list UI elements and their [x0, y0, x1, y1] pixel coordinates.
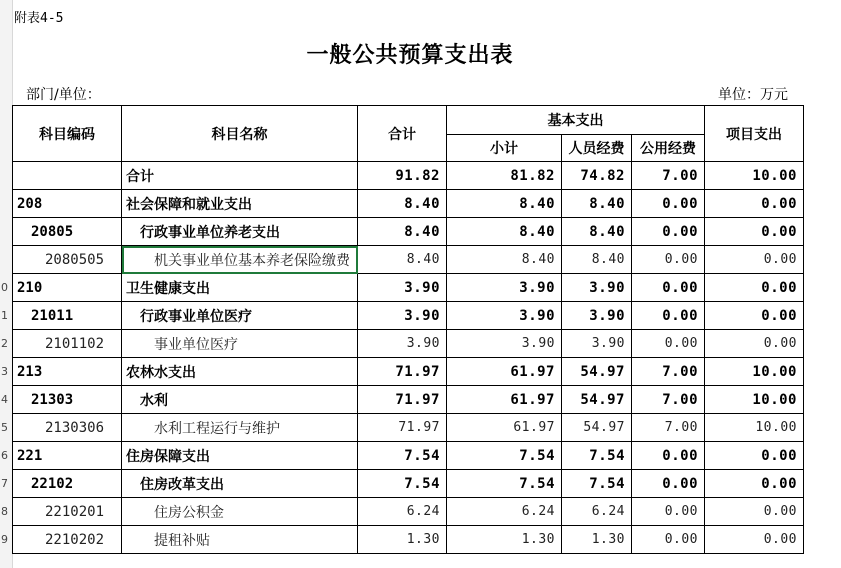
cell-code[interactable]: 221: [13, 442, 122, 470]
cell-total[interactable]: 3.90: [358, 330, 447, 358]
cell-personnel[interactable]: 7.54: [562, 442, 632, 470]
row-number[interactable]: 9: [1, 533, 8, 546]
cell-name[interactable]: 住房保障支出: [122, 442, 358, 470]
cell-name[interactable]: 住房公积金: [122, 498, 358, 526]
cell-subtotal[interactable]: 6.24: [447, 498, 562, 526]
attachment-label[interactable]: 附表4-5: [14, 11, 64, 26]
cell-public[interactable]: 7.00: [632, 162, 705, 190]
cell-project[interactable]: 0.00: [705, 330, 804, 358]
row-number[interactable]: 8: [1, 505, 8, 518]
cell-personnel[interactable]: 8.40: [562, 218, 632, 246]
cell-name[interactable]: 合计: [122, 162, 358, 190]
table-row: [13, 470, 804, 498]
cell-project[interactable]: 0.00: [705, 442, 804, 470]
cell-project[interactable]: 0.00: [705, 470, 804, 498]
unit-label[interactable]: 单位：万元: [718, 87, 788, 103]
table-row: [13, 414, 804, 442]
cell-code[interactable]: 208: [13, 190, 122, 218]
cell-public[interactable]: 0.00: [632, 470, 705, 498]
cell-code[interactable]: 2101102: [13, 330, 122, 358]
cell-project[interactable]: 0.00: [705, 274, 804, 302]
cell-total[interactable]: 8.40: [358, 218, 447, 246]
table-row: [13, 498, 804, 526]
cell-total[interactable]: 71.97: [358, 358, 447, 386]
cell-project[interactable]: 0.00: [705, 246, 804, 274]
cell-code[interactable]: 2210201: [13, 498, 122, 526]
cell-code[interactable]: 21011: [13, 302, 122, 330]
cell-project[interactable]: 10.00: [705, 414, 804, 442]
cell-subtotal[interactable]: 61.97: [447, 386, 562, 414]
table-row: [13, 274, 804, 302]
cell-name[interactable]: 住房改革支出: [122, 470, 358, 498]
cell-public[interactable]: 0.00: [632, 302, 705, 330]
cell-subtotal[interactable]: 8.40: [447, 246, 562, 274]
cell-code[interactable]: 20805: [13, 218, 122, 246]
page-title[interactable]: 一般公共预算支出表: [306, 42, 514, 68]
cell-total[interactable]: 1.30: [358, 526, 447, 554]
cell-code[interactable]: 213: [13, 358, 122, 386]
table-row: [13, 330, 804, 358]
cell-total[interactable]: 71.97: [358, 386, 447, 414]
cell-project[interactable]: 0.00: [705, 190, 804, 218]
cell-personnel[interactable]: 54.97: [562, 358, 632, 386]
cell-public[interactable]: 7.00: [632, 386, 705, 414]
header-personnel[interactable]: 人员经费: [562, 134, 632, 162]
cell-personnel[interactable]: 3.90: [562, 302, 632, 330]
table-row: [13, 218, 804, 246]
cell-total[interactable]: 7.54: [358, 442, 447, 470]
header-project[interactable]: 项目支出: [705, 106, 804, 162]
cell-total[interactable]: 8.40: [358, 190, 447, 218]
cell-project[interactable]: 10.00: [705, 358, 804, 386]
cell-subtotal[interactable]: 7.54: [447, 442, 562, 470]
row-number[interactable]: 1: [1, 309, 8, 322]
cell-personnel[interactable]: 54.97: [562, 414, 632, 442]
table-row: [13, 358, 804, 386]
cell-subtotal[interactable]: 3.90: [447, 302, 562, 330]
cell-personnel[interactable]: 1.30: [562, 526, 632, 554]
cell-name[interactable]: 社会保障和就业支出: [122, 190, 358, 218]
header-total[interactable]: 合计: [358, 106, 447, 162]
table-row: [13, 162, 804, 190]
cell-personnel[interactable]: 3.90: [562, 330, 632, 358]
cell-name-selected[interactable]: 机关事业单位基本养老保险缴费: [122, 246, 358, 274]
cell-public[interactable]: 0.00: [632, 218, 705, 246]
table-row: [13, 526, 804, 554]
cell-subtotal[interactable]: 81.82: [447, 162, 562, 190]
cell-public[interactable]: 0.00: [632, 190, 705, 218]
department-label[interactable]: 部门/单位：: [26, 87, 101, 103]
row-number[interactable]: 7: [1, 477, 8, 490]
row-number[interactable]: 4: [1, 393, 8, 406]
header-basic[interactable]: 基本支出: [447, 106, 705, 135]
cell-public[interactable]: 0.00: [632, 330, 705, 358]
row-number[interactable]: 3: [1, 365, 8, 378]
cell-subtotal[interactable]: 8.40: [447, 190, 562, 218]
expenditure-table: [12, 105, 804, 554]
cell-subtotal[interactable]: 61.97: [447, 414, 562, 442]
cell-project[interactable]: 10.00: [705, 162, 804, 190]
cell-public[interactable]: 0.00: [632, 246, 705, 274]
cell-personnel[interactable]: 54.97: [562, 386, 632, 414]
cell-subtotal[interactable]: 3.90: [447, 274, 562, 302]
cell-code[interactable]: [13, 162, 122, 190]
cell-code[interactable]: 2210202: [13, 526, 122, 554]
cell-total[interactable]: 3.90: [358, 274, 447, 302]
cell-public[interactable]: 0.00: [632, 526, 705, 554]
cell-name[interactable]: 行政事业单位养老支出: [122, 218, 358, 246]
cell-personnel[interactable]: 8.40: [562, 190, 632, 218]
cell-project[interactable]: 10.00: [705, 386, 804, 414]
cell-subtotal[interactable]: 61.97: [447, 358, 562, 386]
cell-total[interactable]: 91.82: [358, 162, 447, 190]
header-public[interactable]: 公用经费: [632, 134, 705, 162]
table-row: [13, 386, 804, 414]
cell-public[interactable]: 0.00: [632, 498, 705, 526]
cell-personnel[interactable]: 74.82: [562, 162, 632, 190]
cell-code[interactable]: 22102: [13, 470, 122, 498]
cell-project[interactable]: 0.00: [705, 302, 804, 330]
cell-name[interactable]: 农林水支出: [122, 358, 358, 386]
cell-total[interactable]: 8.40: [358, 246, 447, 274]
cell-code[interactable]: 21303: [13, 386, 122, 414]
table-row: [13, 302, 804, 330]
cell-total[interactable]: 6.24: [358, 498, 447, 526]
cell-name[interactable]: 水利: [122, 386, 358, 414]
table-row: [13, 190, 804, 218]
cell-total[interactable]: 3.90: [358, 302, 447, 330]
row-number[interactable]: 5: [1, 421, 8, 434]
header-subtotal[interactable]: 小计: [447, 134, 562, 162]
cell-subtotal[interactable]: 3.90: [447, 330, 562, 358]
table-row: [13, 442, 804, 470]
header-code[interactable]: 科目编码: [13, 106, 122, 162]
cell-personnel[interactable]: 6.24: [562, 498, 632, 526]
cell-personnel[interactable]: 3.90: [562, 274, 632, 302]
cell-public[interactable]: 0.00: [632, 442, 705, 470]
cell-subtotal[interactable]: 1.30: [447, 526, 562, 554]
cell-name[interactable]: 提租补贴: [122, 526, 358, 554]
cell-name[interactable]: 行政事业单位医疗: [122, 302, 358, 330]
cell-project[interactable]: 0.00: [705, 218, 804, 246]
cell-public[interactable]: 7.00: [632, 358, 705, 386]
cell-total[interactable]: 7.54: [358, 470, 447, 498]
cell-code[interactable]: 2080505: [13, 246, 122, 274]
cell-project[interactable]: 0.00: [705, 498, 804, 526]
row-number[interactable]: 0: [1, 281, 8, 294]
cell-name[interactable]: 卫生健康支出: [122, 274, 358, 302]
cell-public[interactable]: 0.00: [632, 274, 705, 302]
cell-name[interactable]: 水利工程运行与维护: [122, 414, 358, 442]
cell-personnel[interactable]: 8.40: [562, 246, 632, 274]
cell-project[interactable]: 0.00: [705, 526, 804, 554]
cell-public[interactable]: 7.00: [632, 414, 705, 442]
row-number[interactable]: 6: [1, 449, 8, 462]
cell-personnel[interactable]: 7.54: [562, 470, 632, 498]
row-number[interactable]: 2: [1, 337, 8, 350]
cell-total[interactable]: 71.97: [358, 414, 447, 442]
table-row: [13, 246, 804, 274]
header-name[interactable]: 科目名称: [122, 106, 358, 162]
cell-name[interactable]: 事业单位医疗: [122, 330, 358, 358]
cell-code[interactable]: 210: [13, 274, 122, 302]
cell-code[interactable]: 2130306: [13, 414, 122, 442]
cell-subtotal[interactable]: 7.54: [447, 470, 562, 498]
cell-subtotal[interactable]: 8.40: [447, 218, 562, 246]
